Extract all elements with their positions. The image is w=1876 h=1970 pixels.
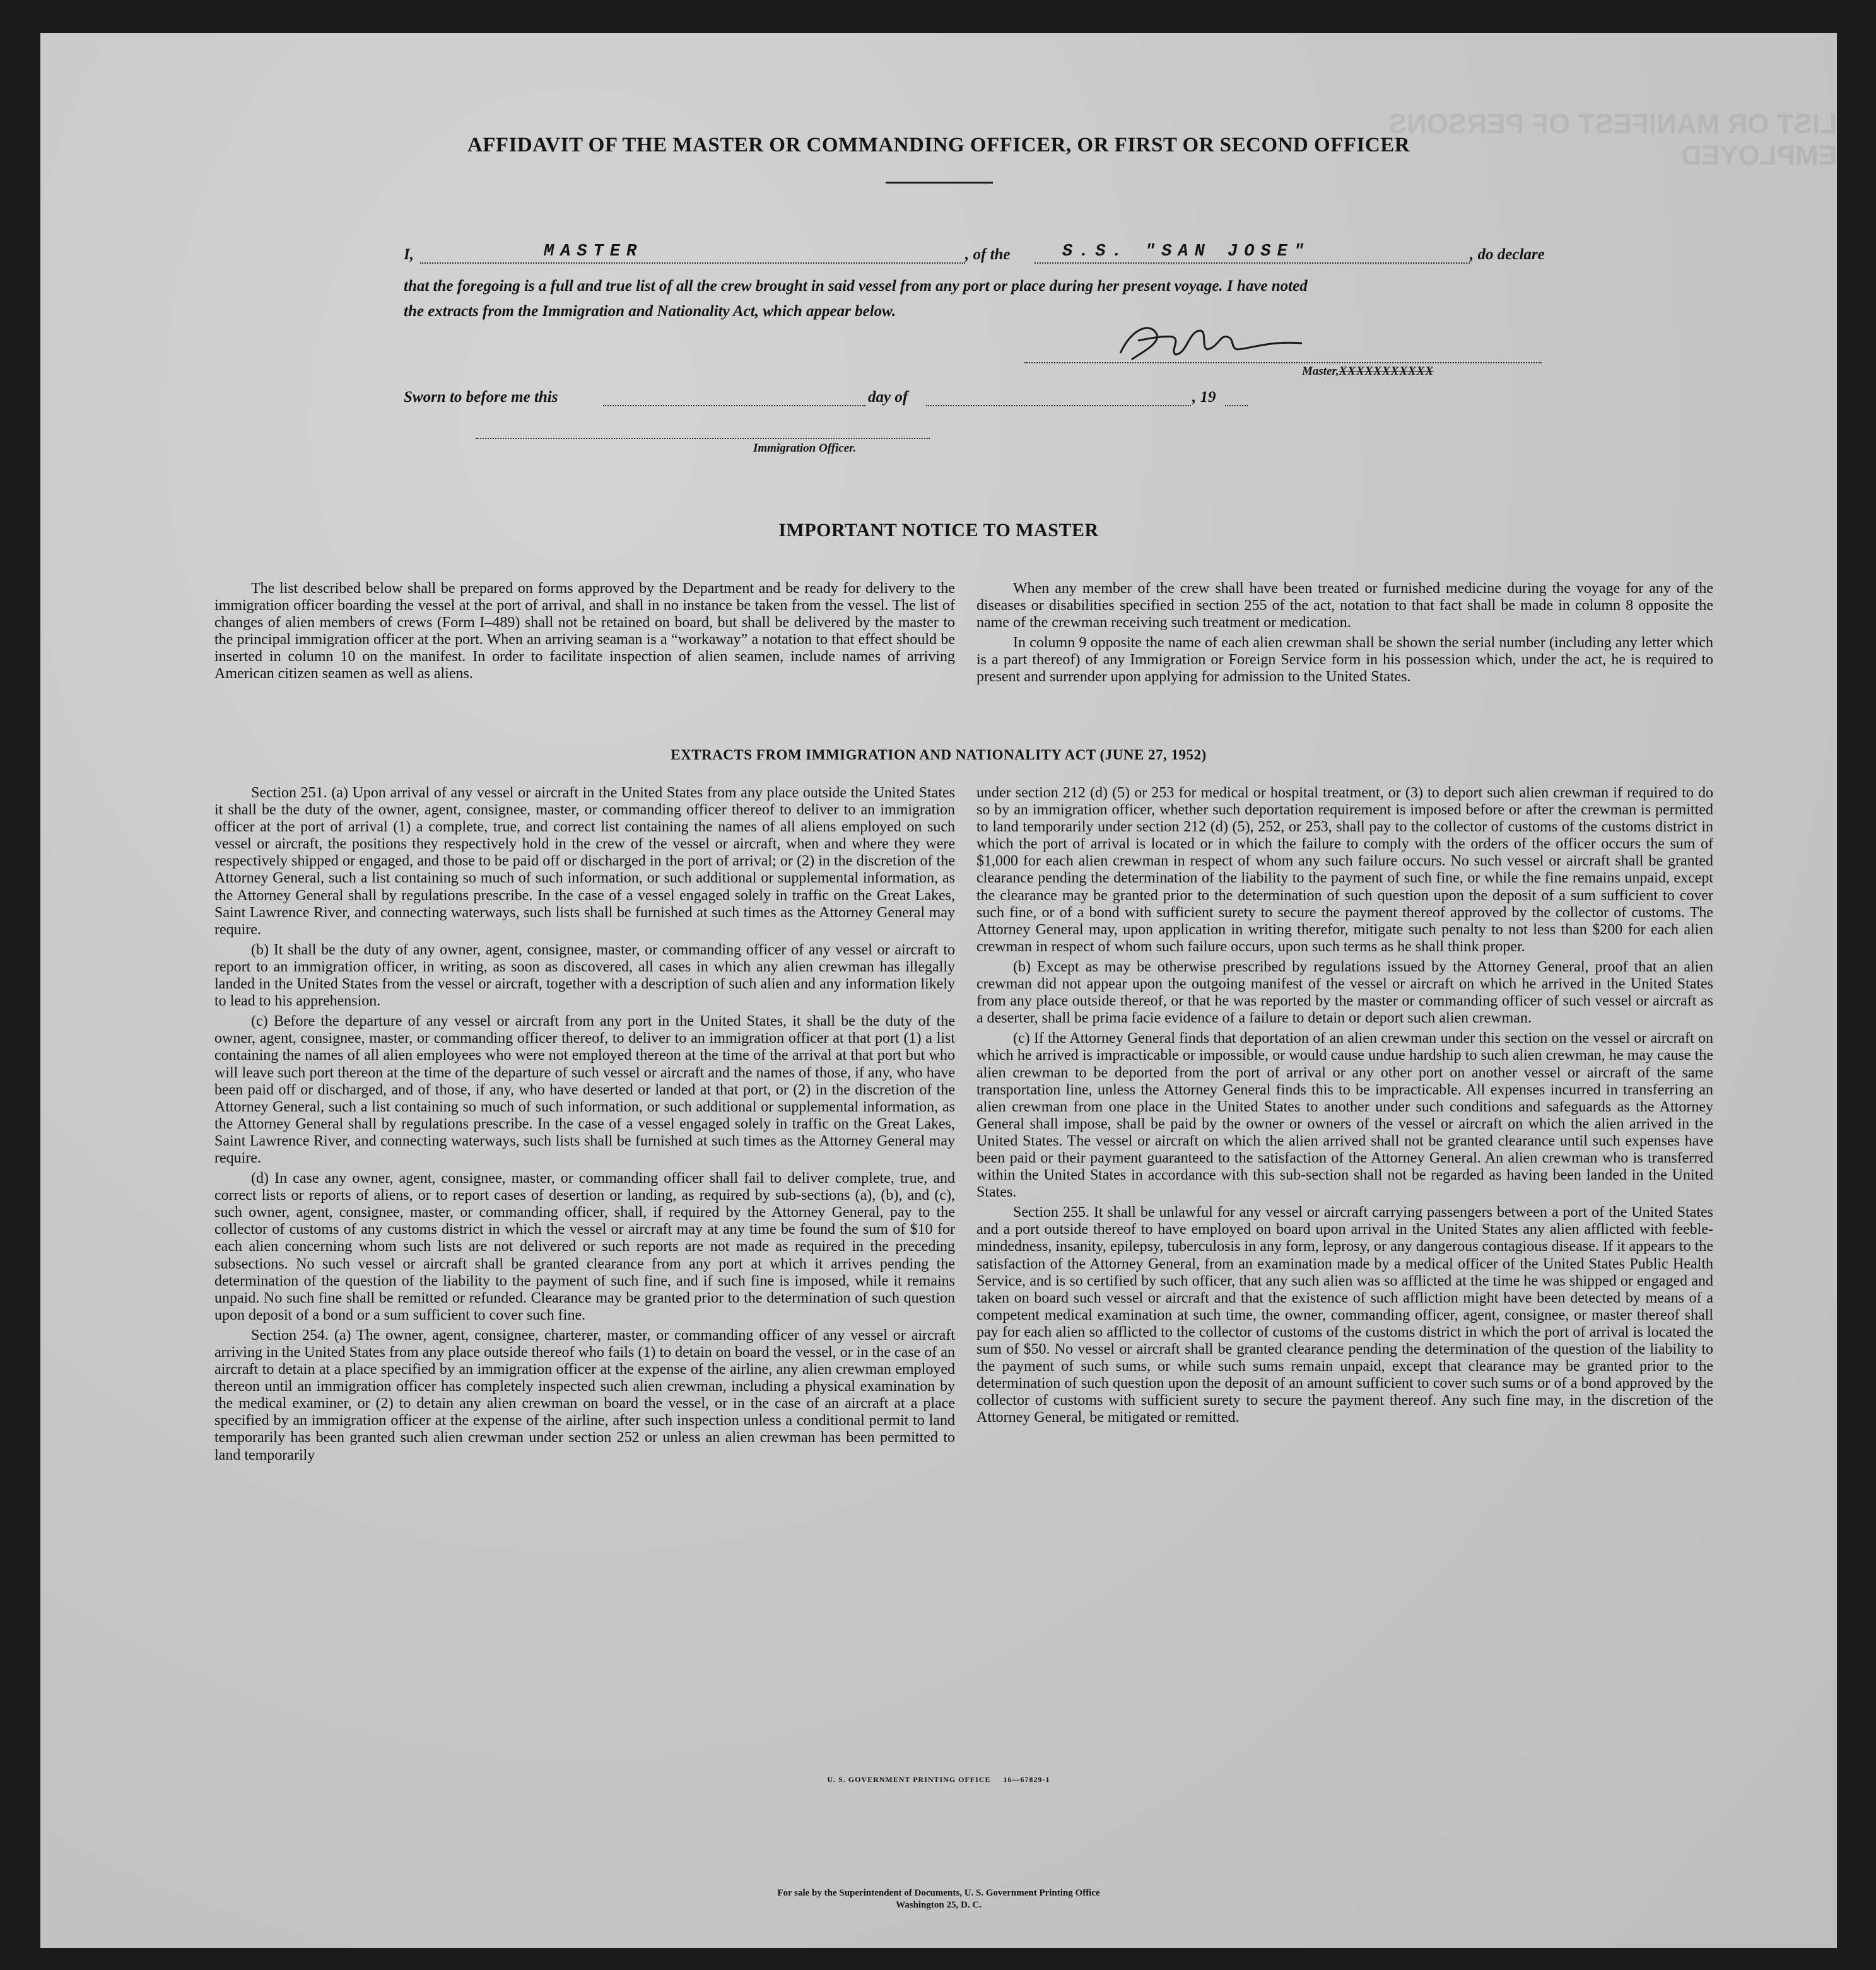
affidavit-title: AFFIDAVIT OF THE MASTER OR COMMANDING OFFICER, OR FIRST OR SECOND OFFICER [467, 134, 1410, 156]
extract-paragraph: (c) If the Attorney General finds that deportation of an alien crewman under this section on the vessel or aircraft on which he arrived is impracticable or impossible, or would cause undue hardship to such alien crewman, he may cause the alien crewman to be deported from the port of arrival or any other port on another vessel or aircraft of the same transportation line, unless the Attorney General finds this to be impracticable. All expenses incurred in transferring an alien crewman from one place in the United States to another under such conditions and safeguards as the Attorney General shall impose, shall be paid by the owner or owners of the vessel or aircraft on which the alien arrived in the United States. The vessel or aircraft on which the alien arrived shall not be granted clearance until such expenses have been paid or their payment guaranteed to the satisfaction of the Attorney General. An alien crewman who is transferred within the United States in accordance with this sub-section shall not be regarded as having been landed in the United States. [976, 1030, 1713, 1201]
extracts-title: EXTRACTS FROM IMMIGRATION AND NATIONALITY ACT (JUNE 27, 1952) [671, 747, 1207, 763]
notice-right-paragraph-1: When any member of the crew shall have been treated or furnished medicine during the voyage for any of the diseases or disabilities specified in section 255 of the act, notation to that fact shall be made in column 8 opposite the name of the crewman receiving such treatment or medication. [976, 580, 1713, 631]
document-page [40, 33, 1837, 1948]
declaration-line-1 [404, 242, 1571, 270]
declaration-prefix: I, [404, 246, 414, 263]
year-label: , 19 [1192, 389, 1216, 406]
extract-paragraph: (d) In case any owner, agent, consignee, master, or commanding officer shall fail to deliver complete, true, and correct lists or reports of aliens, or to report cases of desertion or landing, as required by sub-sections (a), (b), and (c), such owner, agent, consignee, master, or commanding officer, shall, if required by the Attorney General, pay to the collector of customs of any customs district in which the vessel or aircraft may at any time be found the sum of $10 for each alien concerning whom such lists are not delivered or such reports are not made as required in the preceding subsections. No such vessel or aircraft shall be granted clearance from any port at which it arrives pending the determination of the question of the liability to the payment of such fine, and if such fine is imposed, while it remains unpaid. No such fine shall be remitted or refunded. Clearance may be granted prior to the determination of such question upon deposit of a bond or a sum sufficient to cover such fine. [214, 1170, 955, 1323]
extract-paragraph: Section 251. (a) Upon arrival of any vessel or aircraft in the United States from any place outside the United States it shall be the duty of the owner, agent, consignee, master, or commanding officer thereof to deliver to an immigration officer at the port of arrival (1) a complete, true, and correct list containing the names of all aliens employed on such vessel or aircraft, the positions they respectively hold in the crew of the vessel or aircraft, when and where they were respectively shipped or engaged, and those to be paid off or discharged in the port of arrival; or (2) in the discretion of the Attorney General, such a list containing so much of such information, or such additional or supplemental information, as the Attorney General shall by regulations prescribe. In the case of a vessel engaged solely in traffic on the Great Lakes, Saint Lawrence River, and connecting waterways, such lists shall be furnished at such times as the Attorney General may require. [214, 785, 955, 938]
declaration-line-3: the extracts from the Immigration and Nationality Act, which appear below. [404, 303, 896, 320]
master-signature [1113, 315, 1315, 366]
day-of-label: day of [868, 389, 908, 406]
printing-office-imprint: U. S. GOVERNMENT PRINTING OFFICE 16—67829-1 [827, 1775, 1050, 1784]
immigration-officer-caption: Immigration Officer. [753, 442, 857, 455]
name-field-value: MASTER [544, 242, 643, 261]
of-the-label: , of the [965, 246, 1011, 263]
extract-paragraph: under section 212 (d) (5) or 253 for medical or hospital treatment, or (3) to deport such alien crewman if required to do so by an immigration officer, whether such deportation requirement is imposed before or after the crewman is permitted to land temporarily under section 212 (d) (5), 252, or 253, shall pay to the collector of customs of the customs district in which the port of arrival is located or in which the failure to comply with the orders of the officer occurs the sum of $1,000 for each alien crewman in respect of whom any such failure occurs. No such vessel or aircraft shall be granted clearance pending the determination of the liability to the payment of such fine, or while the fine remains unpaid, except the clearance may be granted prior to the determination of such question upon the deposit of a sum sufficient to cover such fine, or of a bond with sufficient surety to secure the payment thereof approved by the collector of customs. The Attorney General may, upon application in writing therefor, mitigate such penalty to not less than $200 for each alien crewman in respect of whom such failure occurs, upon such terms as he shall think proper. [976, 785, 1713, 955]
notice-right-column [976, 580, 1713, 689]
sworn-day-field [603, 387, 865, 406]
immigration-officer-line [476, 418, 930, 439]
extract-paragraph: (b) Except as may be otherwise prescribed by regulations issued by the Attorney General, proof that an alien crewman did not appear upon the outgoing manifest of the vessel or aircraft on which he arrived in the United States from any place outside thereof, or that he was reported by the master or commanding officer of such vessel or aircraft as a deserter, shall be prima facie evidence of a failure to detain or deport such alien crewman. [976, 958, 1713, 1027]
name-field-line [420, 245, 965, 264]
sale-notice-line-1: For sale by the Superintendent of Documents, U. S. Government Printing Office [777, 1888, 1100, 1898]
title-divider [886, 182, 993, 184]
extracts-left-column [214, 785, 955, 1467]
extract-paragraph: Section 254. (a) The owner, agent, consignee, charterer, master, or commanding officer of any vessel or aircraft arriving in the United States from any place outside thereof who fails (1) to detain on board the vessel, or in the case of an aircraft to detain at a place specified by an immigration officer at the expense of the airline, any alien crewman employed thereon until an immigration officer has completely inspected such alien crewman, including a physical examination by the medical examiner, or (2) to detain any alien crewman on board the vessel, or in the case of an aircraft at a place specified by an immigration officer at the expense of the airline, after such inspection unless a conditional permit to land temporarily has been granted such alien crewman under section 252 or unless an alien crewman has been permitted to land temporarily [214, 1327, 955, 1463]
sworn-year-field [1225, 387, 1248, 406]
sale-notice-line-2: Washington 25, D. C. [896, 1900, 982, 1910]
master-signature-line [1024, 329, 1542, 363]
struck-out-text: XXXXXXXXXXX [1339, 365, 1434, 378]
sworn-month-field [926, 387, 1191, 406]
notice-right-paragraph-2: In column 9 opposite the name of each alien crewman shall be shown the serial number (including any letter which is a part thereof) of any Immigration or Foreign Service form in his possession which, under the act, he is required to present and surrender upon applying for admission to the United States. [976, 635, 1713, 686]
declaration-line-2: that the foregoing is a full and true list of all the crew brought in said vessel from any port or place during her present voyage. I have noted [404, 278, 1308, 295]
sworn-line [404, 387, 1350, 413]
notice-left-paragraph: The list described below shall be prepared on forms approved by the Department and be ready for delivery to the immigration officer boarding the vessel at the port of arrival, and shall in no instance be taken from the vessel. The list of changes of alien members of crews (Form I–489) shall not be retained on board, but shall be delivered by the master to the principal immigration officer at the port. When an arriving seaman is a “workaway” a notation to that effect should be inserted in column 10 on the manifest. In order to facilitate inspection of alien seamen, include names of arriving American citizen seamen as well as aliens. [214, 580, 955, 683]
bleed-through-mark: LIST OR MANIFEST OF PERSONS EMPLOYED [1388, 108, 1837, 171]
notice-title: IMPORTANT NOTICE TO MASTER [778, 520, 1099, 541]
extract-paragraph: (c) Before the departure of any vessel or aircraft from any port in the United States, it shall be the duty of the owner, agent, consignee, master, or commanding officer thereof, to deliver to an immigration officer at that port (1) a list containing the names of all alien employees who were not employed thereon at the time of the arrival at that port but who will leave such port thereon at the time of the departure of such vessel or aircraft and the names of those, if any, who have been paid off or discharged, and of those, if any, who have deserted or landed at that port, or (2) in the discretion of the Attorney General, such a list containing so much of such information, or such additional or supplemental information, as the Attorney General shall by regulations prescribe. In the case of a vessel engaged solely in traffic on the Great Lakes, Saint Lawrence River, and connecting waterways, such lists shall be furnished at such times as the Attorney General may require. [214, 1013, 955, 1166]
extract-paragraph: (b) It shall be the duty of any owner, agent, consignee, master, or commanding officer of any vessel or aircraft to report to an immigration officer, in writing, as soon as discovered, all cases in which any alien crewman has illegally landed in the United States from the vessel or aircraft, together with a description of such alien and any information likely to lead to his apprehension. [214, 941, 955, 1010]
master-caption-text: Master, [1302, 365, 1339, 378]
notice-left-column [214, 580, 955, 686]
sworn-prefix: Sworn to before me this [404, 389, 558, 406]
extract-paragraph: Section 255. It shall be unlawful for any vessel or aircraft carrying passengers between a port of the United States and a port outside thereof to have employed on board upon arrival in the United States any alien afflicted with feeble-mindedness, insanity, epilepsy, tuberculosis in any form, leprosy, or any dangerous contagious disease. If it appears to the satisfaction of the Attorney General, from an examination made by a medical officer of the United States Public Health Service, and is so certified by such officer, that any such alien was so afflicted at the time he was shipped or engaged and taken on board such vessel or aircraft and that the existence of such affliction might have been detected by means of a competent medical examination at such time, the owner, commanding officer, agent, consignee, or master thereof shall pay for each alien so afflicted to the collector of customs of the customs district in which the port of arrival is located the sum of $50. No vessel or aircraft shall be granted clearance pending the determination of the question of the liability to the payment of such sums, or while such sums remain unpaid, except that clearance may be granted prior to the determination of such question upon the deposit of an amount sufficient to cover such sums or of a bond approved by the collector of customs with sufficient surety to secure the payment thereof. Any such fine may, in the discretion of the Attorney General, be mitigated or remitted. [976, 1204, 1713, 1426]
extracts-right-column [976, 785, 1713, 1429]
do-declare-label: , do declare [1470, 246, 1545, 263]
vessel-field-value: S.S. "SAN JOSE" [1062, 242, 1311, 261]
master-caption [1302, 365, 1434, 378]
